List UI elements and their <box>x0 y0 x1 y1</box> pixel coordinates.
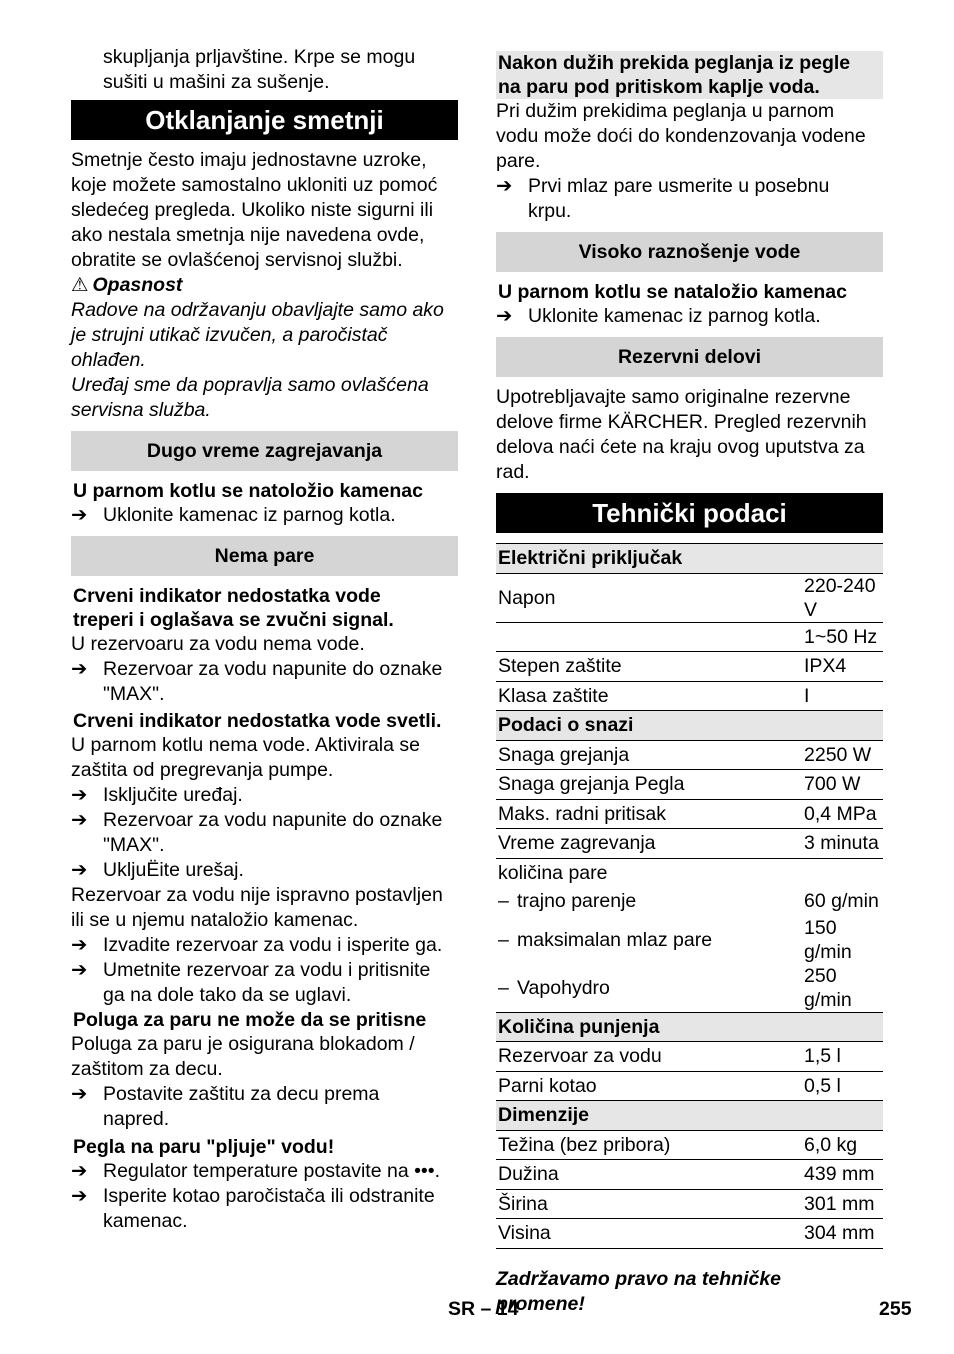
subheading-limescale-2: U parnom kotlu se nataložio kamenac <box>498 281 847 303</box>
left-column <box>71 45 458 1234</box>
reservation-note <box>496 1267 883 1317</box>
step-arrow-icon: ➔ <box>71 1185 88 1207</box>
step-insert-tank <box>71 958 458 1008</box>
tech-label-text: Stepen zaštite <box>498 655 622 678</box>
text-no-water-boiler-line: U parnom kotlu nema vode. Aktivirala se <box>71 734 421 756</box>
tech-row <box>496 1071 883 1101</box>
step-arrow-icon: ➔ <box>71 658 88 680</box>
tech-label <box>496 829 802 859</box>
section-title-technical-data: Tehnički podaci <box>496 493 883 533</box>
subheading-iron-spits: Pegla na paru "pljuje" vodu! <box>73 1136 335 1158</box>
tech-label-text: maksimalan mlaz pare <box>517 928 713 951</box>
step-fill-tank-2-text: Rezervoar za vodu napunite do oznake <box>103 809 443 831</box>
tech-label <box>496 858 802 887</box>
tech-value: 150 g/min <box>804 916 852 963</box>
step-switch-off-text: Isključite uređaj. <box>103 784 243 806</box>
text-drip <box>496 99 883 174</box>
warning-heading <box>71 273 458 298</box>
step-arrow-icon: ➔ <box>71 784 88 806</box>
tech-row <box>496 1219 883 1249</box>
tech-label-text: Vapohydro <box>517 976 610 999</box>
tech-value: 220-240 V <box>802 573 883 622</box>
step-rinse-tank-text: Izvadite rezervoar za vodu i isperite ga. <box>103 934 443 956</box>
tech-value: 0,4 MPa <box>802 799 883 829</box>
subheading-indicator-blinks-line: Crveni indikator nedostatka vode <box>73 585 381 607</box>
step-set-temperature <box>71 1159 458 1184</box>
text-spare-parts-line: delove firme KÄRCHER. Pregled rezervnih <box>496 411 867 433</box>
tech-row <box>496 916 883 964</box>
tech-row <box>496 681 883 711</box>
tech-label-text: Napon <box>498 586 556 609</box>
tech-value: 250 g/min <box>802 964 883 1013</box>
tech-label <box>496 622 802 652</box>
tech-label <box>496 916 802 964</box>
tech-value: 6,0 kg <box>802 1130 883 1160</box>
tech-group-title: Električni priključak <box>496 544 883 574</box>
tech-label-text: Snaga grejanja <box>498 743 630 766</box>
tech-label <box>496 652 802 682</box>
tech-row <box>496 1160 883 1190</box>
page-section-label: SR – 14 <box>448 1298 519 1320</box>
tech-value: 439 mm <box>802 1160 883 1190</box>
tech-row <box>496 770 883 800</box>
section-intro-line: Smetnje često imaju jednostavne uzroke, <box>71 149 427 171</box>
text-no-water-tank: U rezervoaru za vodu nema vode. <box>71 633 365 655</box>
tech-group-title: Podaci o snazi <box>496 711 883 741</box>
tech-row <box>496 964 883 1013</box>
text-tank-misplaced <box>71 883 458 933</box>
step-insert-tank-text: ga na dole tako da se uglavi. <box>103 984 352 1006</box>
warning-text-line: Radove na održavanju obavljajte samo ako <box>71 299 444 321</box>
warning-icon: ⚠ <box>71 274 89 296</box>
step-arrow-icon: ➔ <box>71 1160 88 1182</box>
tech-row <box>496 1130 883 1160</box>
step-arrow-icon: ➔ <box>71 859 88 881</box>
tech-value: 1,5 l <box>802 1042 883 1072</box>
tech-group-title: Količina punjenja <box>496 1012 883 1042</box>
tech-group-row <box>496 544 883 574</box>
tech-value: 700 W <box>802 770 883 800</box>
step-remove-limescale-2 <box>496 304 883 329</box>
step-fill-tank-text: Rezervoar za vodu napunite do oznake <box>103 658 443 680</box>
tech-value: 2250 W <box>802 740 883 770</box>
tech-label-text: Vreme zagrevanja <box>498 832 656 855</box>
step-first-steam <box>496 174 883 224</box>
subheading-iron-drips-line: Nakon dužih prekida peglanja iz pegle <box>498 52 851 74</box>
step-remove-limescale-text: Uklonite kamenac iz parnog kotla. <box>103 504 396 526</box>
subheading-indicator-lit: Crveni indikator nedostatka vode svetli. <box>73 710 442 732</box>
text-lever-line: zaštitom za decu. <box>71 1058 223 1080</box>
step-fill-tank <box>71 657 458 707</box>
tech-label <box>496 1130 802 1160</box>
tech-row <box>496 622 883 652</box>
step-child-lock-text: napred. <box>103 1108 170 1130</box>
subheading-indicator-blinks-line: treperi i oglašava se zvučni signal. <box>73 609 394 631</box>
step-rinse-boiler <box>71 1184 458 1234</box>
tech-label-text: trajno parenje <box>517 890 637 913</box>
text-spare-parts-line: rad. <box>496 461 530 483</box>
warning-text-line: ohlađen. <box>71 349 146 371</box>
tech-group-row <box>496 1101 883 1131</box>
subheading-indicator-blinks <box>71 584 458 632</box>
tech-row <box>496 858 883 887</box>
text-lever-line: Poluga za paru je osigurana blokadom / <box>71 1033 415 1055</box>
step-arrow-icon: ➔ <box>496 175 513 197</box>
tech-label <box>496 573 802 622</box>
tech-row <box>496 1189 883 1219</box>
step-switch-on <box>71 858 458 883</box>
tech-label <box>496 887 802 916</box>
section-title-troubleshooting: Otklanjanje smetnji <box>71 100 458 140</box>
step-arrow-icon: ➔ <box>71 959 88 981</box>
tech-value: 301 mm <box>802 1189 883 1219</box>
step-arrow-icon: ➔ <box>71 809 88 831</box>
text-no-water-boiler <box>71 733 458 783</box>
tech-row <box>496 829 883 859</box>
subheading-iron-drips <box>496 51 883 99</box>
step-remove-limescale <box>71 503 458 528</box>
section-intro-line: koje možete samostalno ukloniti uz pomoć <box>71 174 438 196</box>
tech-label-text: Težina (bez pribora) <box>498 1133 671 1156</box>
step-first-steam-text: Prvi mlaz pare usmerite u posebnu <box>528 175 830 197</box>
tech-value: 1~50 Hz <box>802 622 883 652</box>
heading-spare-parts: Rezervni delovi <box>496 337 883 377</box>
section-intro-line: obratite se ovlašćenoj servisnoj službi. <box>71 249 403 271</box>
warning-text-line: Uređaj sme da popravlja samo ovlašćena <box>71 374 429 396</box>
tech-group-title: Dimenzije <box>496 1101 883 1131</box>
step-fill-tank-text: "MAX". <box>103 683 165 705</box>
tech-label <box>496 1189 802 1219</box>
step-insert-tank-text: Umetnite rezervoar za vodu i pritisnite <box>103 959 431 981</box>
tech-label-text: Maks. radni pritisak <box>498 802 666 825</box>
text-tank-misplaced-line: ili se u njemu nataložio kamenac. <box>71 909 359 931</box>
tech-label <box>496 799 802 829</box>
step-set-temperature-text: Regulator temperature postavite na •••. <box>103 1160 440 1182</box>
subheading-limescale: U parnom kotlu se natoložio kamenac <box>73 480 423 502</box>
section-intro <box>71 148 458 273</box>
intro-text-line: skupljanja prljavštine. Krpe se mogu <box>103 46 416 68</box>
step-rinse-boiler-text: Isperite kotao paročistača ili odstranite <box>103 1185 435 1207</box>
step-arrow-icon: ➔ <box>71 504 88 526</box>
warning-text <box>71 298 458 423</box>
section-intro-line: sledećeg pregleda. Ukoliko niste sigurni ili <box>71 199 434 221</box>
step-remove-limescale-2-text: Uklonite kamenac iz parnog kotla. <box>528 305 821 327</box>
page-number: 255 <box>879 1298 912 1320</box>
right-column <box>496 45 883 1317</box>
step-child-lock <box>71 1082 458 1132</box>
tech-label <box>496 1071 802 1101</box>
subheading-lever: Poluga za paru ne može da se pritisne <box>73 1009 427 1031</box>
tech-value: I <box>802 681 883 711</box>
tech-row <box>496 799 883 829</box>
tech-group-row <box>496 1012 883 1042</box>
tech-label <box>496 1160 802 1190</box>
reservation-note-line: Zadržavamo pravo na tehničke <box>496 1267 782 1290</box>
dash-mark: – <box>498 890 509 913</box>
tech-label-text: Rezervoar za vodu <box>498 1045 662 1068</box>
text-spare-parts-line: Upotrebljavajte samo originalne rezervne <box>496 386 851 408</box>
text-no-water-boiler-line: zaštita od pregrevanja pumpe. <box>71 759 334 781</box>
tech-value: 3 minuta <box>802 829 883 859</box>
tech-row <box>496 652 883 682</box>
step-arrow-icon: ➔ <box>71 1083 88 1105</box>
text-tank-misplaced-line: Rezervoar za vodu nije ispravno postavljen <box>71 884 443 906</box>
tech-label <box>496 740 802 770</box>
step-switch-off <box>71 783 458 808</box>
step-first-steam-text: krpu. <box>528 200 572 222</box>
tech-label <box>496 770 802 800</box>
step-arrow-icon: ➔ <box>71 934 88 956</box>
tech-group-row <box>496 711 883 741</box>
tech-label-text: Parni kotao <box>498 1074 597 1097</box>
intro-text <box>71 45 458 95</box>
tech-label-text: Visina <box>498 1222 551 1245</box>
tech-value: 60 g/min <box>804 890 879 913</box>
tech-label-text: količina pare <box>498 861 608 884</box>
text-spare-parts-line: delova naći ćete na kraju ovog uputstva za <box>496 436 865 458</box>
step-rinse-tank <box>71 933 458 958</box>
step-fill-tank-2 <box>71 808 458 858</box>
tech-label-text: Dužina <box>498 1163 559 1186</box>
tech-value: 304 mm <box>802 1219 883 1249</box>
tech-row <box>496 887 883 916</box>
step-fill-tank-2-text: "MAX". <box>103 834 165 856</box>
tech-row <box>496 573 883 622</box>
tech-label <box>496 1219 802 1249</box>
dash-mark: – <box>498 928 509 951</box>
tech-row <box>496 740 883 770</box>
warning-text-line: servisna služba. <box>71 399 211 421</box>
step-switch-on-text: UkljuËite urešaj. <box>103 859 244 881</box>
step-child-lock-text: Postavite zaštitu za decu prema <box>103 1083 380 1105</box>
dash-mark: – <box>498 976 509 999</box>
text-drip-line: pare. <box>496 150 541 172</box>
tech-label-text: Klasa zaštite <box>498 684 609 707</box>
step-rinse-boiler-text: kamenac. <box>103 1210 188 1232</box>
reservation-note-line: promene! <box>496 1292 585 1315</box>
text-spare-parts <box>496 385 883 485</box>
subheading-iron-drips-line: na paru pod pritiskom kaplje voda. <box>498 76 820 98</box>
tech-label <box>496 681 802 711</box>
tech-value <box>802 858 883 887</box>
warning-text-line: je strujni utikač izvučen, a paročistač <box>71 324 388 346</box>
heading-water-spray: Visoko raznošenje vode <box>496 232 883 272</box>
tech-label <box>496 1042 802 1072</box>
tech-row <box>496 1042 883 1072</box>
tech-label <box>496 964 802 1013</box>
step-arrow-icon: ➔ <box>496 305 513 327</box>
tech-label-text: Snaga grejanja Pegla <box>498 773 685 796</box>
warning-title: Opasnost <box>92 274 183 296</box>
heading-no-steam: Nema pare <box>71 536 458 576</box>
text-drip-line: Pri dužim prekidima peglanja u parnom <box>496 100 835 122</box>
text-lever <box>71 1032 458 1082</box>
technical-data-table <box>496 543 883 1249</box>
section-intro-line: ako nestala smetnja nije navedena ovde, <box>71 224 425 246</box>
tech-value: IPX4 <box>802 652 883 682</box>
tech-value: 0,5 l <box>802 1071 883 1101</box>
intro-text-line: sušiti u mašini za sušenje. <box>103 71 330 93</box>
tech-label-text: Širina <box>498 1192 548 1215</box>
heading-long-heating: Dugo vreme zagrejavanja <box>71 431 458 471</box>
text-drip-line: vodu može doći do kondenzovanja vodene <box>496 125 866 147</box>
